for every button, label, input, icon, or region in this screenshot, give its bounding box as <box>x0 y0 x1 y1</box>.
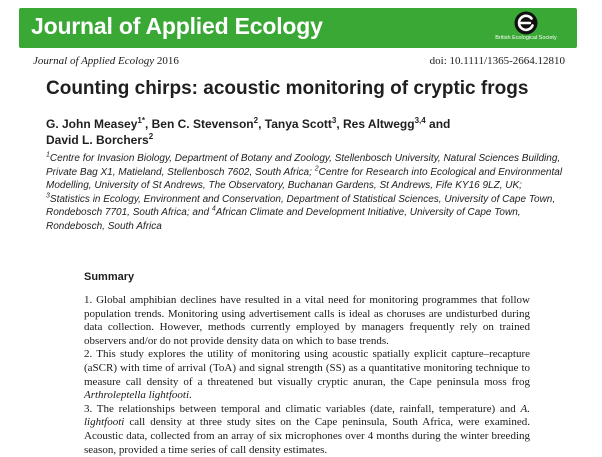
affiliations <box>46 152 566 234</box>
species-name: A. lightfooti <box>84 402 530 429</box>
citation-line <box>33 55 565 69</box>
affiliation: Centre for Research into Ecological and Environmental Modelling, University of St Andrews, The Observatory, Buchanan Gardens, St Andrews, Fife KY16 9LZ, UK; <box>46 166 563 192</box>
affiliation: Statistics in Ecology, Environment and Conservation, Department of Statistical Sciences, University of Cape Town, Rondebosch 7701, South Africa; and <box>46 193 556 219</box>
species-name: Arthroleptella lightfooti <box>84 389 190 402</box>
author-name: Ben C. Stevenson <box>151 117 254 131</box>
summary-body <box>84 294 530 457</box>
affiliation-mark: 4 <box>211 206 216 214</box>
journal-banner <box>19 8 577 48</box>
affiliation-mark: 3 <box>46 192 50 200</box>
citation <box>33 55 179 67</box>
citation-journal: Journal of Applied Ecology <box>33 55 155 67</box>
author-name: Tanya Scott <box>264 117 332 131</box>
summary-point-2: 2. This study explores the utility of monitoring using acoustic spatially explicit capture–recapture (aSCR) with time of arrival (ToA) and signal strength (SS) as a quantitative monitoring technique to measure call density of a threatened but visually cryptic anuran, the Cape peninsula moss frog Arthroleptella lightfooti. <box>84 348 530 402</box>
author-name: David L. Borchers <box>46 133 149 147</box>
publisher-name: British Ecological Society <box>495 35 557 41</box>
summary-point-3: 3. The relationships between temporal and climatic variables (date, rainfall, temperature) and A. lightfooti call density at three study sites on the Cape peninsula, South Africa, were examined. Acoustic data, collected from an array of six microphones over 4 months during the winter breeding season, provided a time series of call density estimates. <box>84 402 530 456</box>
journal-name: Journal of Applied Ecology <box>31 13 323 39</box>
author-list: G. John Measey$^{1*}$, Ben C. Stevenson$^2$, Tanya Scott$^3$, Res Altwegg$^{3,4}$ and David L. Borchers$^2$ <box>46 116 451 147</box>
author-name: Res Altwegg <box>343 117 415 131</box>
citation-year: 2016 <box>156 55 179 67</box>
bes-logo-icon <box>513 11 539 35</box>
article-title: Counting chirps: acoustic monitoring of cryptic frogs <box>46 78 529 99</box>
summary-point-1: 1. Global amphibian declines have resulted in a vital need for monitoring programmes that follow population trends. Monitoring using advertisement calls is ideal as choruses are undisturbed during data collection. However, methods currently employed by managers frequently rely on trained observers and/or do not provide density data on which to base trends. <box>84 294 530 347</box>
affiliation: African Climate and Development Initiative, University of Cape Town, Rondebosch, South Africa <box>46 207 521 232</box>
author-name: G. John Measey <box>46 117 138 131</box>
author-affiliation-mark: 2 <box>253 116 259 125</box>
author-affiliation-mark: 3,4 <box>414 116 426 125</box>
publisher-logo <box>483 11 569 45</box>
affiliation-mark: 1 <box>46 151 50 159</box>
summary-heading: Summary <box>84 271 135 283</box>
author-affiliation-mark: 2 <box>148 132 154 141</box>
affiliation: Centre for Invasion Biology, Department of Botany and Zoology, Stellenbosch University, Natural Sciences Building, Private Bag X1, Matieland, Stellenbosch 7602, South Africa; <box>46 153 561 178</box>
affiliation-mark: 2 <box>314 165 319 173</box>
author-affiliation-mark: 3 <box>331 116 337 125</box>
doi-link[interactable]: doi: 10.1111/1365-2664.12810 <box>429 55 565 67</box>
author-affiliation-mark: 1* <box>137 116 145 125</box>
